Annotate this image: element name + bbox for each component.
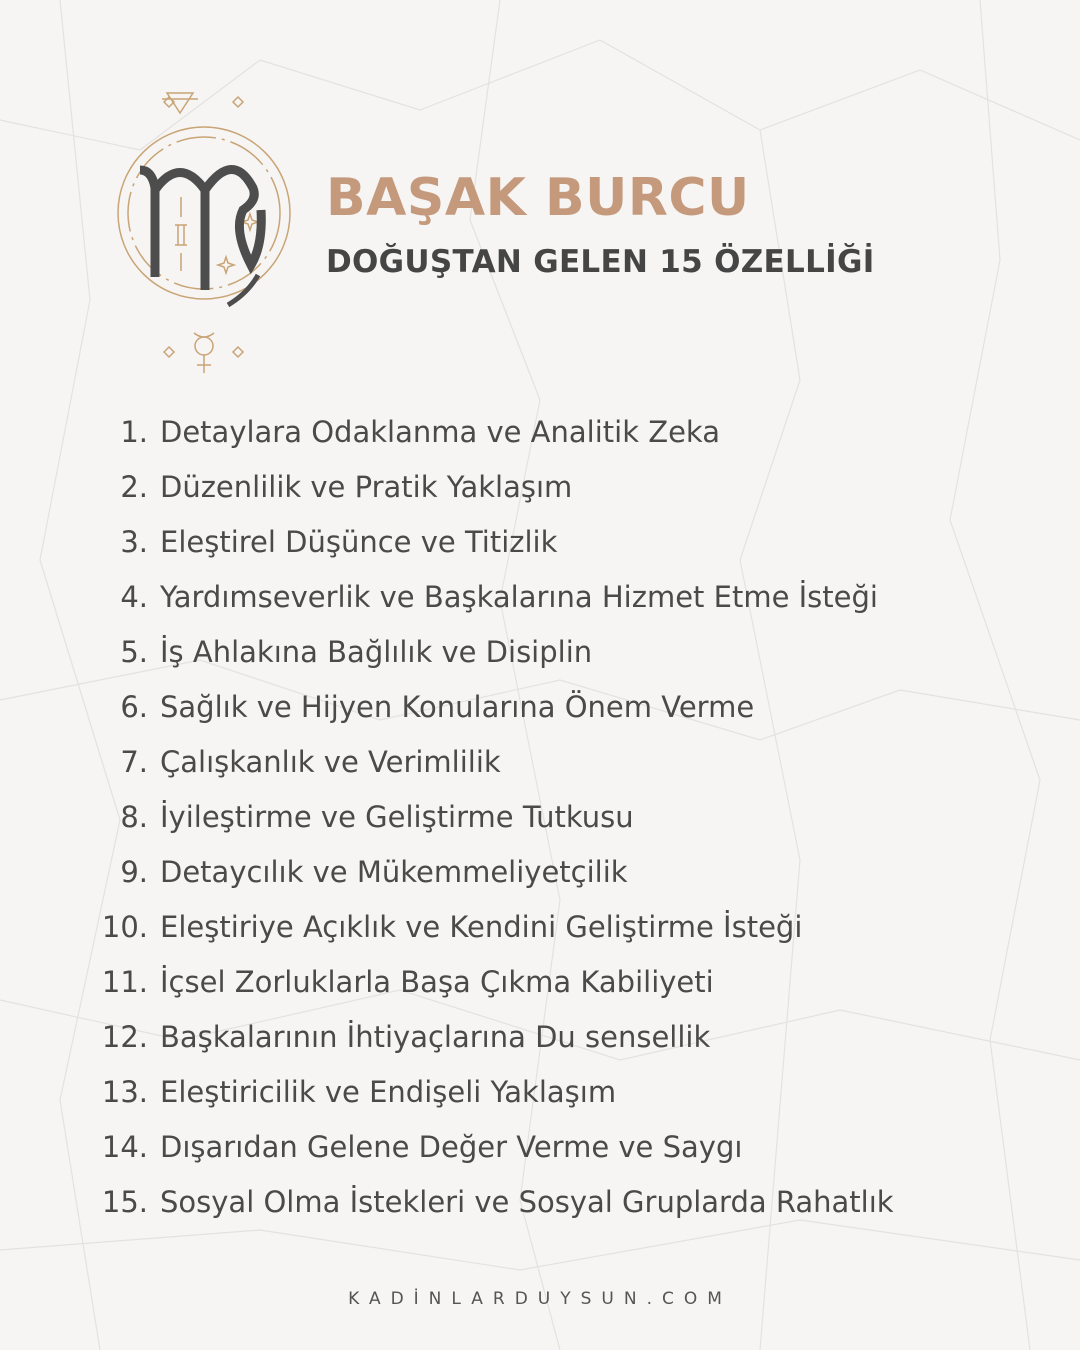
- item-number: 2.: [120, 469, 148, 504]
- list-item: [0, 1064, 894, 1119]
- list-item: [0, 514, 894, 569]
- item-text: Detaylara Odaklanma ve Analitik Zeka: [160, 414, 720, 449]
- item-number: 10.: [101, 909, 148, 944]
- item-text: Eleştirel Düşünce ve Titizlik: [160, 524, 558, 559]
- item-text: İş Ahlakına Bağlılık ve Disiplin: [160, 634, 593, 669]
- item-number: 15.: [101, 1184, 148, 1219]
- item-number: 14.: [101, 1129, 148, 1164]
- item-text: Detaycılık ve Mükemmeliyetçilik: [160, 854, 628, 889]
- item-number: 11.: [101, 964, 148, 999]
- item-number: 8.: [120, 799, 148, 834]
- item-number: 13.: [101, 1074, 148, 1109]
- item-number: 7.: [120, 744, 148, 779]
- list-item: [0, 1009, 894, 1064]
- item-text: Sağlık ve Hijyen Konularına Önem Verme: [160, 689, 755, 724]
- list-item: [0, 899, 894, 954]
- item-text: Başkalarının İhtiyaçlarına Du sensellik: [160, 1019, 711, 1054]
- item-text: Dışarıdan Gelene Değer Verme ve Saygı: [160, 1129, 743, 1164]
- item-number: 5.: [120, 634, 148, 669]
- item-number: 6.: [120, 689, 148, 724]
- item-text: İçsel Zorluklarla Başa Çıkma Kabiliyeti: [160, 964, 714, 999]
- list-item: [0, 1119, 894, 1174]
- list-item: [0, 954, 894, 1009]
- website-footer: KADİNLARDUYSUN.COM: [348, 1289, 732, 1309]
- traits-list: [0, 404, 894, 1229]
- item-number: 12.: [101, 1019, 148, 1054]
- list-item: [0, 459, 894, 514]
- page-title: BAŞAK BURCU: [326, 168, 750, 228]
- list-item: [0, 624, 894, 679]
- item-text: Çalışkanlık ve Verimlilik: [160, 744, 501, 779]
- list-item: [0, 569, 894, 624]
- page-subtitle: DOĞUŞTAN GELEN 15 ÖZELLİĞİ: [326, 244, 875, 280]
- item-text: İyileştirme ve Geliştirme Tutkusu: [160, 799, 634, 834]
- item-text: Yardımseverlik ve Başkalarına Hizmet Etme İsteği: [160, 579, 878, 614]
- list-item: [0, 1174, 894, 1229]
- item-text: Eleştiriye Açıklık ve Kendini Geliştirme İsteği: [160, 909, 803, 944]
- list-item: [0, 404, 894, 459]
- item-text: Sosyal Olma İstekleri ve Sosyal Gruplarda Rahatlık: [160, 1184, 894, 1219]
- list-item: [0, 734, 894, 789]
- virgo-zodiac-icon: [110, 85, 300, 380]
- item-number: 4.: [120, 579, 148, 614]
- item-text: Düzenlilik ve Pratik Yaklaşım: [160, 469, 573, 504]
- item-number: 1.: [120, 414, 148, 449]
- item-text: Eleştiricilik ve Endişeli Yaklaşım: [160, 1074, 617, 1109]
- list-item: [0, 679, 894, 734]
- list-item: [0, 789, 894, 844]
- item-number: 3.: [120, 524, 148, 559]
- item-number: 9.: [120, 854, 148, 889]
- list-item: [0, 844, 894, 899]
